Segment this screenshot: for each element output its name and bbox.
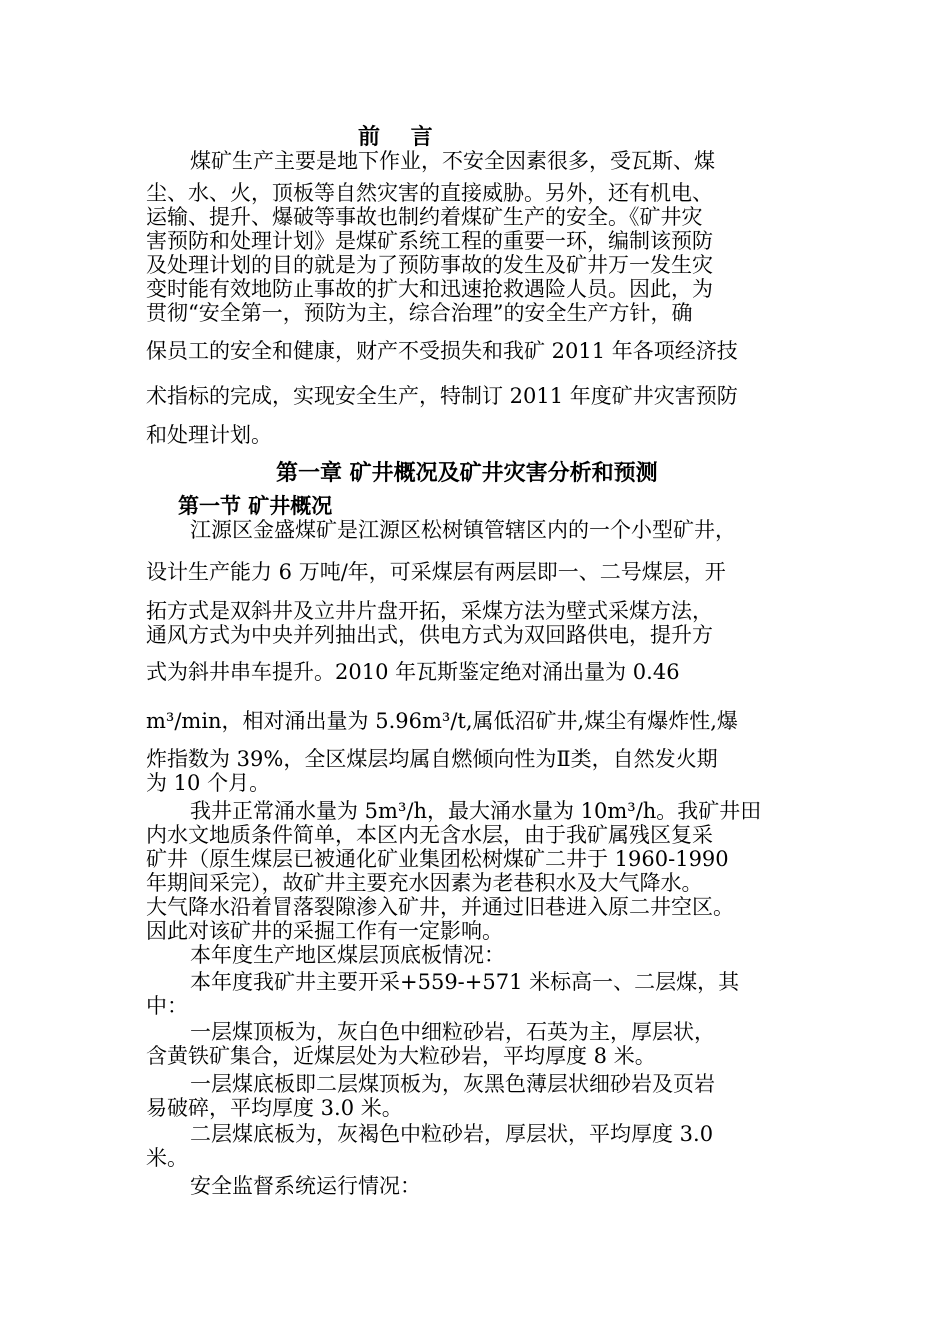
text-line: 为 10 个月。: [146, 771, 271, 795]
section-heading: 第一节 矿井概况: [178, 494, 333, 518]
chapter-heading: 第一章 矿井概况及矿井灾害分析和预测: [276, 461, 658, 486]
text-line: 因此对该矿井的采掘工作有一定影响。: [146, 919, 503, 943]
text-line: 大气降水沿着冒落裂隙渗入矿井，并通过旧巷进入原二井空区。: [146, 895, 734, 919]
text-line: 尘、水、火，顶板等自然灾害的直接威胁。另外，还有机电、: [146, 181, 713, 205]
text-line: 煤矿生产主要是地下作业，不安全因素很多，受瓦斯、煤: [190, 149, 715, 173]
text-line: 保员工的安全和健康，财产不受损失和我矿 2011 年各项经济技: [146, 339, 738, 363]
text-line: 本年度我矿井主要开采+559-+571 米标高一、二层煤，其: [190, 970, 740, 994]
text-line: 贯彻“安全第一，预防为主，综合治理”的安全生产方针，确: [146, 301, 693, 325]
text-line: 年期间采完），故矿井主要充水因素为老巷积水及大气降水。: [146, 871, 703, 895]
text-line: 害预防和处理计划》是煤矿系统工程的重要一环，编制该预防: [146, 229, 713, 253]
text-line: 运输、提升、爆破等事故也制约着煤矿生产的安全。《矿井灾: [146, 205, 703, 229]
text-line: 江源区金盛煤矿是江源区松树镇管辖区内的一个小型矿井，: [190, 518, 736, 542]
text-line: 及处理计划的目的就是为了预防事故的发生及矿井万一发生灾: [146, 253, 713, 277]
text-line: 式为斜井串车提升。2010 年瓦斯鉴定绝对涌出量为 0.46: [146, 660, 680, 684]
text-line: 二层煤底板为，灰褐色中粒砂岩，厚层状，平均厚度 3.0: [190, 1122, 714, 1146]
text-line: 我井正常涌水量为 5m³/h，最大涌水量为 10m³/h。我矿井田: [190, 799, 762, 823]
text-line: 易破碎，平均厚度 3.0 米。: [146, 1096, 403, 1120]
text-line: 术指标的完成，实现安全生产，特制订 2011 年度矿井灾害预防: [146, 384, 738, 408]
text-line: 米。: [146, 1146, 188, 1170]
preface-title: 前 言: [358, 125, 433, 150]
text-line: 含黄铁矿集合，近煤层处为大粒砂岩，平均厚度 8 米。: [146, 1044, 656, 1068]
text-line: 设计生产能力 6 万吨/年，可采煤层有两层即一、二号煤层，开: [146, 560, 726, 584]
text-line: 通风方式为中央并列抽出式，供电方式为双回路供电，提升方: [146, 623, 713, 647]
text-line: 矿井（原生煤层已被通化矿业集团松树煤矿二井于 1960-1990: [146, 847, 729, 871]
text-line: 拓方式是双斜井及立井片盘开拓，采煤方法为壁式采煤方法，: [146, 599, 713, 623]
text-line: 炸指数为 39%，全区煤层均属自燃倾向性为Ⅱ类，自然发火期: [146, 747, 718, 771]
text-line: 内水文地质条件简单，本区内无含水层，由于我矿属残区复采: [146, 823, 713, 847]
text-line: 中：: [146, 994, 188, 1018]
text-line: 一层煤顶板为，灰白色中细粒砂岩，石英为主，厚层状，: [190, 1020, 715, 1044]
text-line: 安全监督系统运行情况：: [190, 1174, 421, 1198]
text-line: m³/min，相对涌出量为 5.96m³/t,属低沼矿井,煤尘有爆炸性,爆: [146, 709, 738, 733]
text-line: 和处理计划。: [146, 423, 272, 447]
text-line: 本年度生产地区煤层顶底板情况：: [190, 943, 505, 967]
text-line: 变时能有效地防止事故的扩大和迅速抢救遇险人员。因此，为: [146, 277, 713, 301]
text-line: 一层煤底板即二层煤顶板为，灰黑色薄层状细砂岩及页岩: [190, 1072, 715, 1096]
